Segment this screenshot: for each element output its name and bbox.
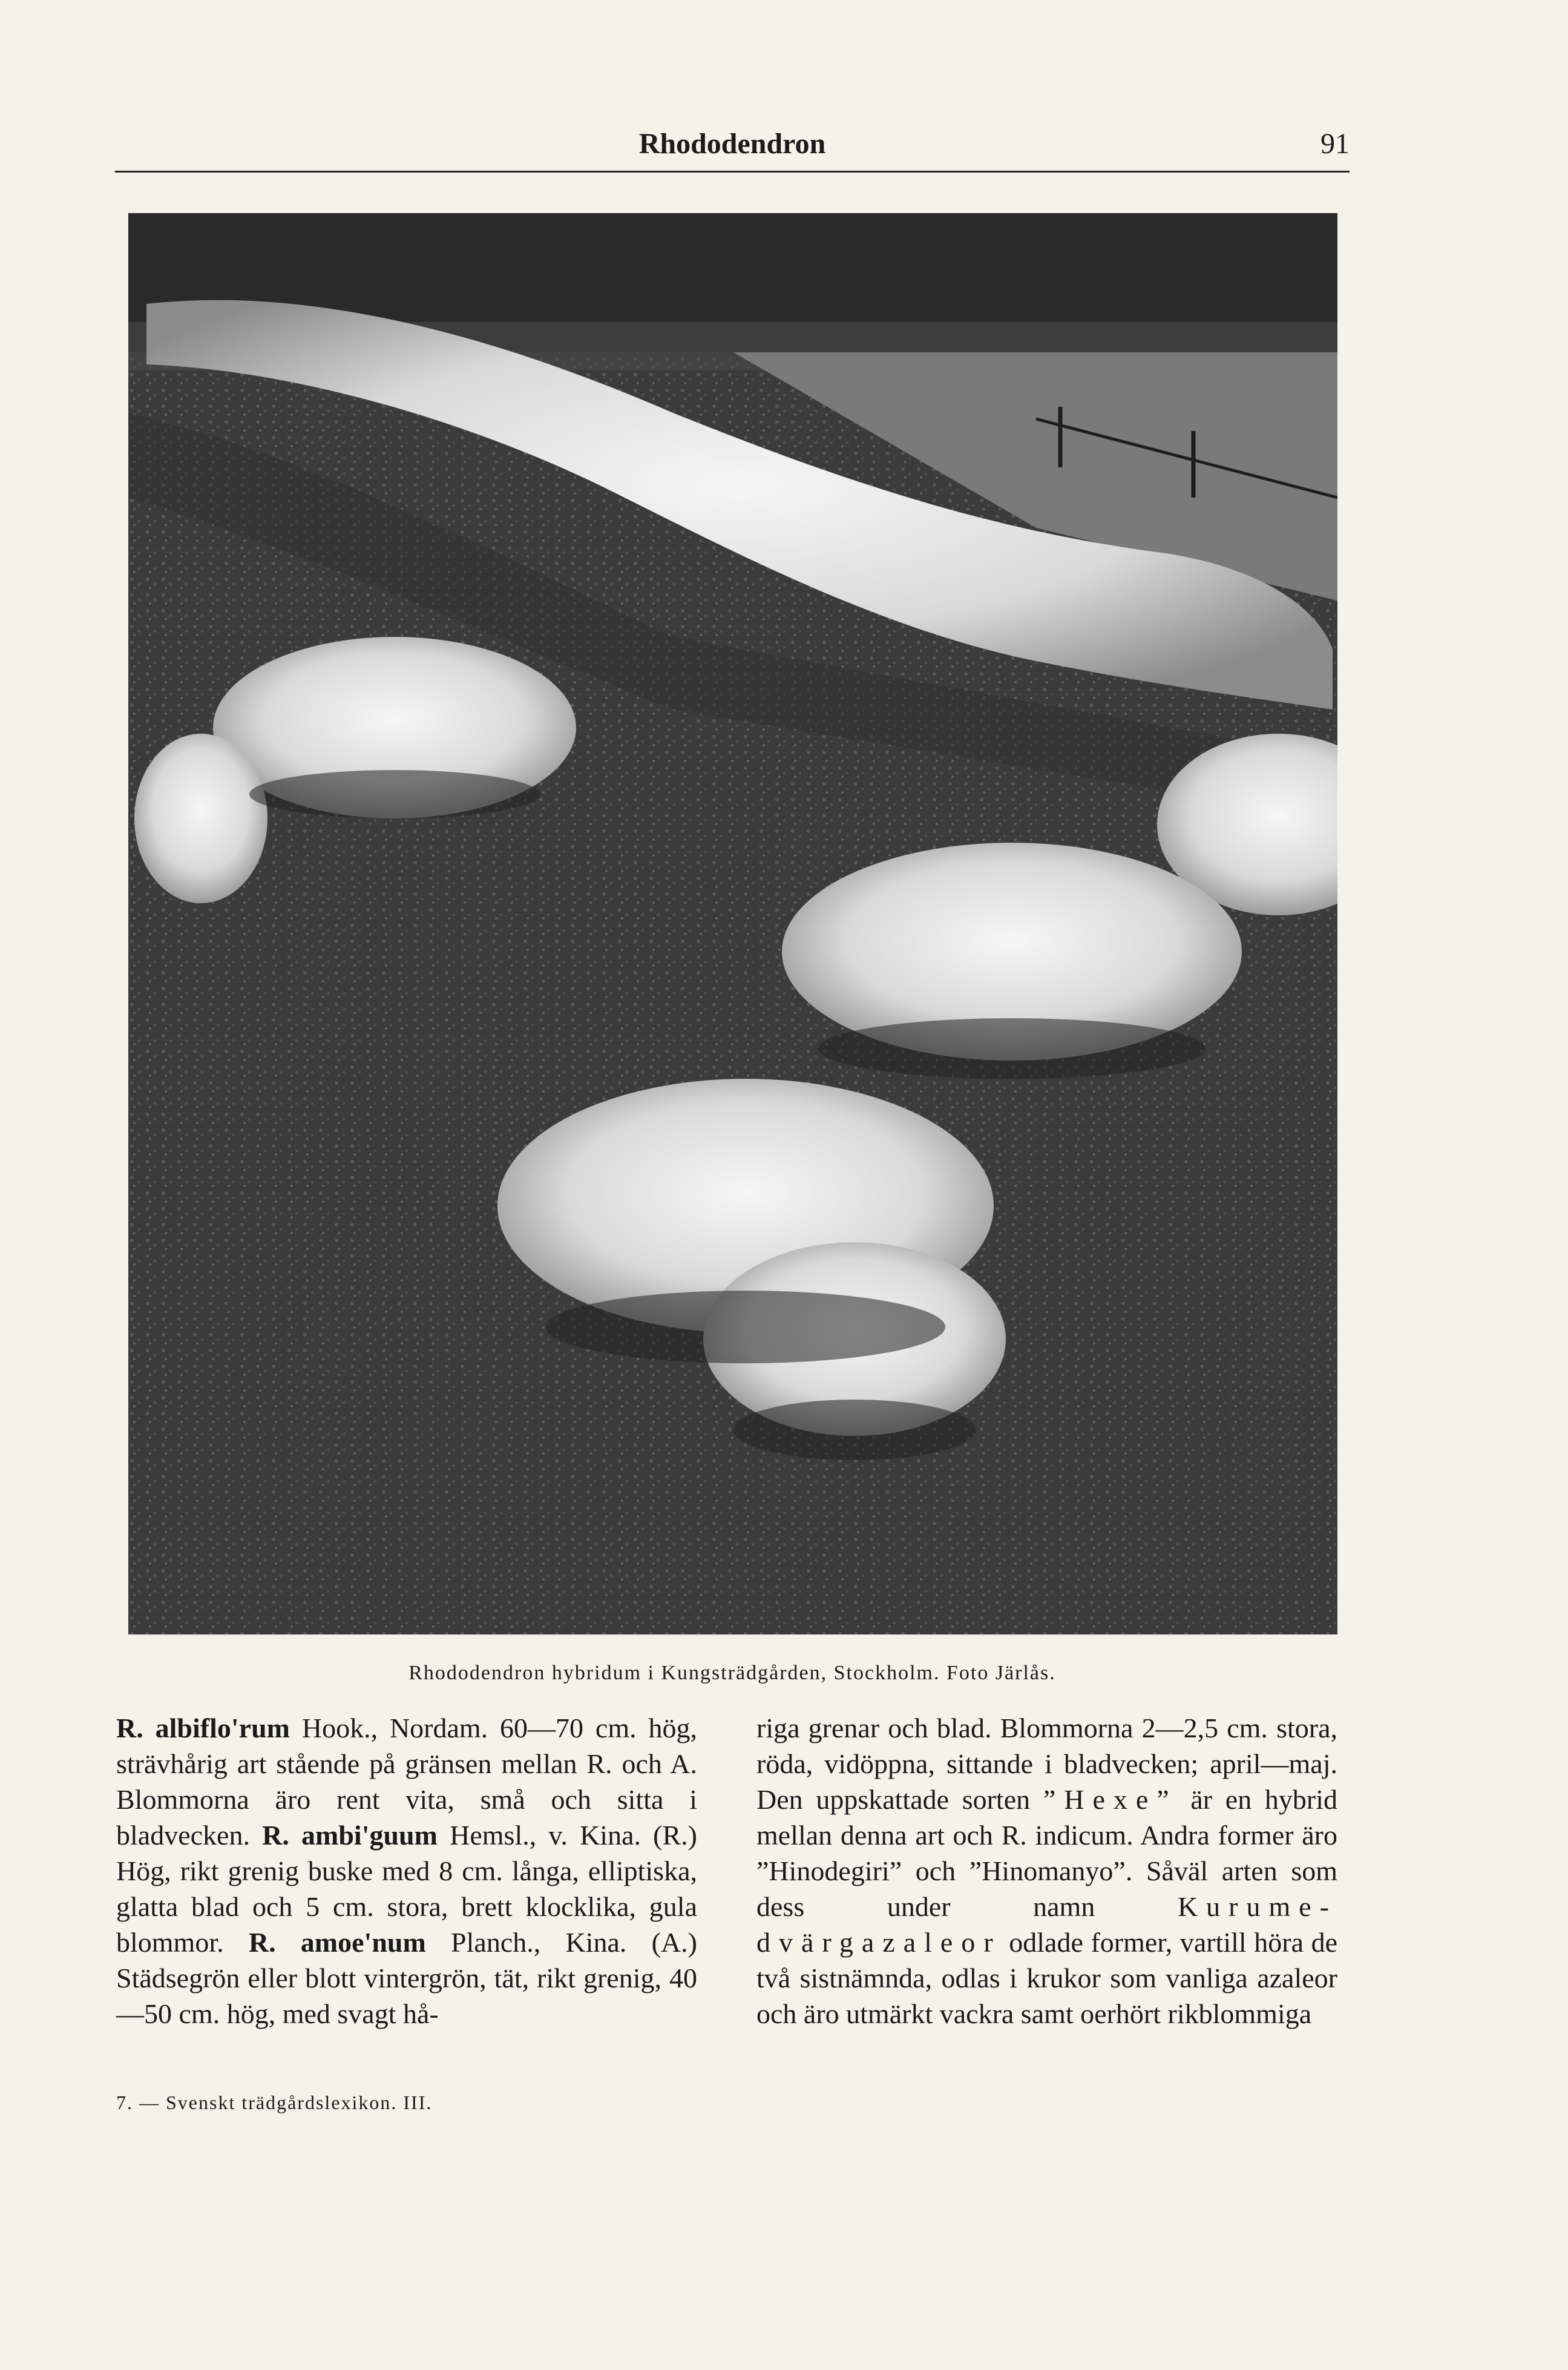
albiflorum-description: Hook., Nordam. 60—70 cm. hög, strävhårig art stående på gränsen mellan R. och A. Blommorna äro rent vita, små och sitta i bladvecken.	[116, 1713, 698, 1851]
photo-caption: Rhododendron hybridum i Kungsträdgården, Stockholm. Foto Järlås.	[408, 1662, 1056, 1684]
species-name-ambiguum: R. ambi'guum	[262, 1820, 438, 1851]
header-rule	[115, 171, 1350, 173]
amoenum-description: Planch., Kina. (A.) Städsegrön eller blott vintergrön, tät, rikt grenig, 40—50 cm. hög, med svagt hå-	[116, 1927, 697, 2029]
signature-footer: 7. — Svenskt trädgårdslexikon. III.	[116, 2092, 433, 2113]
continuation-text-2: är en hybrid mellan denna art och R. indicum. Andra former äro ”Hinodegiri” och ”Hinomanyo”. Såväl arten som dess under namn	[756, 1784, 1337, 1922]
running-title: Rhododendron	[638, 128, 826, 160]
species-name-albiflorum: albiflo'rum	[155, 1713, 290, 1743]
genus-abbreviation: R.	[116, 1713, 143, 1743]
ambiguum-description: Hemsl., v. Kina. (R.) Hög, rikt grenig buske med 8 cm. långa, elliptiska, glatta blad och 5 cm. stora, brett klocklika, gula blommor.	[116, 1820, 697, 1958]
continuation-text-1: riga grenar och blad. Blommorna 2—2,5 cm. stora, röda, vidöppna, sittande i bladvecken; april—maj. Den uppskattade sorten	[756, 1713, 1337, 1815]
cultivar-hexe: ”Hexe”	[1043, 1784, 1178, 1815]
species-name-amoenum: R. amoe'num	[248, 1927, 426, 1958]
page-number: 91	[1320, 128, 1350, 160]
photo-illustration	[128, 213, 1337, 1634]
continuation-text-3: odlade former, vartill höra de två sistnämnda, odlas i krukor som vanliga azaleor och äro utmärkt vackra samt oerhört rikblommiga	[756, 1927, 1337, 2029]
running-header	[115, 127, 1350, 176]
kurume-term: Kurume-dvärgazaleor	[756, 1891, 1337, 1958]
text-column-right	[756, 1710, 1337, 2032]
rhododendron-photo	[128, 213, 1337, 1634]
text-column-left	[116, 1710, 697, 2032]
continuation-paragraph	[756, 1710, 1337, 2032]
entry-paragraph	[116, 1710, 697, 2032]
